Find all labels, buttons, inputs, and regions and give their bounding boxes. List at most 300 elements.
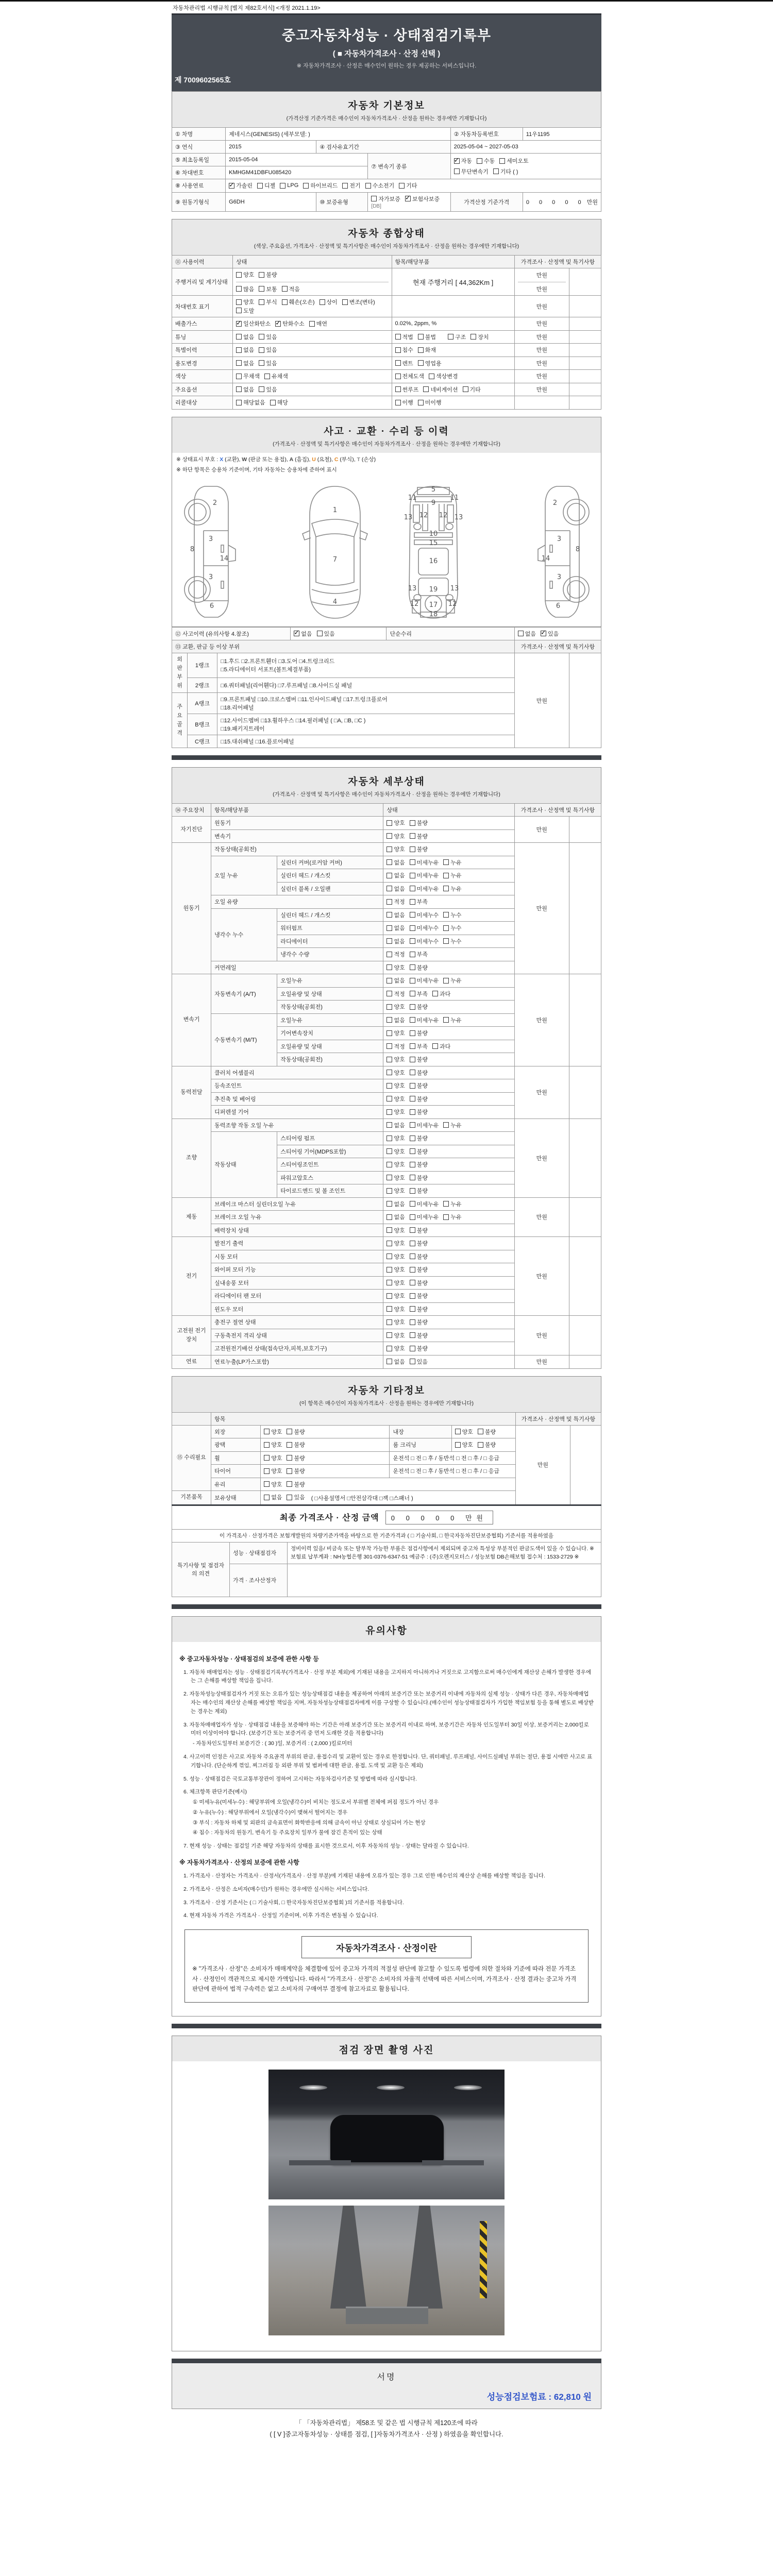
checkbox-option[interactable] [410, 1121, 439, 1129]
checkbox-option[interactable] [257, 181, 275, 190]
unchecked-box-icon[interactable] [410, 1267, 415, 1273]
checked-box-icon[interactable] [229, 183, 234, 189]
unchecked-box-icon[interactable] [386, 964, 392, 970]
checkbox-option[interactable] [454, 157, 472, 165]
checkbox-option[interactable] [410, 1147, 428, 1156]
unchecked-box-icon[interactable] [264, 374, 270, 379]
checkbox-option[interactable] [236, 333, 254, 341]
checkbox-option[interactable] [386, 1187, 405, 1195]
unchecked-box-icon[interactable] [386, 1030, 392, 1036]
checkbox-option[interactable] [287, 1467, 305, 1475]
checkbox-option[interactable] [478, 1428, 496, 1436]
unchecked-box-icon[interactable] [236, 299, 242, 305]
checkbox-option[interactable] [386, 1029, 405, 1037]
unchecked-box-icon[interactable] [287, 1481, 292, 1487]
unchecked-box-icon[interactable] [386, 846, 392, 852]
unchecked-box-icon[interactable] [410, 1122, 415, 1128]
checkbox-option[interactable] [264, 1467, 282, 1475]
unchecked-box-icon[interactable] [443, 1017, 449, 1023]
unchecked-box-icon[interactable] [410, 1214, 415, 1220]
unchecked-box-icon[interactable] [410, 1017, 415, 1023]
checkbox-option[interactable] [236, 385, 254, 394]
checkbox-option[interactable] [410, 1358, 428, 1366]
unchecked-box-icon[interactable] [423, 386, 429, 392]
unchecked-box-icon[interactable] [259, 299, 264, 305]
checkbox-option[interactable] [386, 1042, 405, 1050]
unchecked-box-icon[interactable] [386, 1332, 392, 1338]
unchecked-box-icon[interactable] [410, 1280, 415, 1285]
unchecked-box-icon[interactable] [410, 978, 415, 984]
checkbox-option[interactable] [395, 398, 413, 406]
unchecked-box-icon[interactable] [470, 334, 476, 340]
checkbox-option[interactable] [399, 181, 417, 190]
unchecked-box-icon[interactable] [259, 360, 264, 366]
checkbox-option[interactable] [443, 858, 461, 867]
unchecked-box-icon[interactable] [287, 1442, 292, 1448]
checkbox-option[interactable] [287, 1480, 305, 1488]
unchecked-box-icon[interactable] [386, 859, 392, 865]
unchecked-box-icon[interactable] [443, 912, 449, 918]
checkbox-option[interactable] [236, 270, 254, 279]
unchecked-box-icon[interactable] [259, 334, 264, 340]
unchecked-box-icon[interactable] [395, 334, 401, 340]
unchecked-box-icon[interactable] [418, 400, 424, 405]
unchecked-box-icon[interactable] [410, 1030, 415, 1036]
checkbox-option[interactable] [264, 1440, 282, 1449]
checkbox-option[interactable] [386, 1226, 405, 1234]
unchecked-box-icon[interactable] [410, 820, 415, 826]
checkbox-option[interactable] [386, 1095, 405, 1103]
unchecked-box-icon[interactable] [282, 286, 288, 292]
checkbox-option[interactable] [386, 1174, 405, 1182]
checkbox-option[interactable] [410, 1160, 428, 1168]
checkbox-option[interactable] [443, 1016, 461, 1024]
checkbox-option[interactable] [236, 372, 260, 380]
unchecked-box-icon[interactable] [410, 991, 415, 996]
checkbox-option[interactable] [478, 1440, 496, 1449]
unchecked-box-icon[interactable] [410, 1201, 415, 1207]
checkbox-option[interactable] [410, 845, 428, 853]
checkbox-option[interactable] [410, 1200, 439, 1208]
unchecked-box-icon[interactable] [287, 1455, 292, 1461]
checkbox-option[interactable] [410, 1213, 439, 1221]
checked-box-icon[interactable] [294, 631, 299, 636]
checkbox-option[interactable] [410, 937, 439, 945]
checked-box-icon[interactable] [236, 321, 242, 327]
checked-box-icon[interactable] [541, 631, 546, 636]
checkbox-option[interactable] [386, 832, 405, 840]
checkbox-option[interactable] [236, 346, 254, 354]
checkbox-option[interactable] [395, 359, 413, 367]
checkbox-option[interactable] [395, 385, 419, 394]
checkbox-option[interactable] [259, 346, 277, 354]
unchecked-box-icon[interactable] [264, 1481, 270, 1487]
checkbox-option[interactable] [236, 359, 254, 367]
checkbox-option[interactable] [410, 1279, 428, 1287]
checkbox-option[interactable] [410, 858, 439, 867]
unchecked-box-icon[interactable] [386, 899, 392, 905]
unchecked-box-icon[interactable] [410, 1319, 415, 1325]
checkbox-option[interactable] [443, 911, 461, 919]
checkbox-option[interactable] [410, 1042, 428, 1050]
checkbox-option[interactable] [455, 1440, 473, 1449]
checkbox-option[interactable] [386, 1292, 405, 1300]
checkbox-option[interactable] [410, 1331, 428, 1340]
unchecked-box-icon[interactable] [236, 347, 242, 353]
unchecked-box-icon[interactable] [386, 886, 392, 891]
checkbox-option[interactable] [410, 1095, 428, 1103]
unchecked-box-icon[interactable] [386, 1148, 392, 1154]
checkbox-option[interactable] [287, 1428, 305, 1436]
unchecked-box-icon[interactable] [371, 196, 377, 201]
unchecked-box-icon[interactable] [410, 952, 415, 957]
checkbox-option[interactable] [259, 333, 277, 341]
checkbox-option[interactable] [386, 1344, 405, 1352]
unchecked-box-icon[interactable] [478, 1442, 483, 1448]
unchecked-box-icon[interactable] [410, 1227, 415, 1233]
unchecked-box-icon[interactable] [303, 183, 309, 189]
checkbox-option[interactable] [410, 1029, 428, 1037]
unchecked-box-icon[interactable] [418, 360, 424, 366]
unchecked-box-icon[interactable] [259, 386, 264, 392]
checkbox-option[interactable] [432, 1042, 450, 1050]
unchecked-box-icon[interactable] [410, 1188, 415, 1194]
unchecked-box-icon[interactable] [395, 386, 401, 392]
unchecked-box-icon[interactable] [443, 925, 449, 931]
checkbox-option[interactable] [386, 858, 405, 867]
unchecked-box-icon[interactable] [410, 886, 415, 891]
checkbox-option[interactable] [518, 630, 536, 638]
unchecked-box-icon[interactable] [432, 991, 438, 996]
checkbox-option[interactable] [477, 157, 495, 165]
checkbox-option[interactable] [443, 1213, 461, 1221]
unchecked-box-icon[interactable] [236, 308, 242, 313]
checkbox-option[interactable] [386, 885, 405, 893]
checkbox-option[interactable] [236, 307, 254, 315]
checkbox-option[interactable] [386, 845, 405, 853]
checkbox-option[interactable] [410, 1174, 428, 1182]
unchecked-box-icon[interactable] [463, 386, 468, 392]
checkbox-option[interactable] [386, 1055, 405, 1063]
unchecked-box-icon[interactable] [236, 286, 242, 292]
checkbox-option[interactable] [264, 1493, 282, 1501]
unchecked-box-icon[interactable] [386, 1057, 392, 1062]
unchecked-box-icon[interactable] [386, 1162, 392, 1167]
checkbox-option[interactable] [410, 1252, 428, 1261]
checkbox-option[interactable] [432, 990, 450, 998]
checkbox-option[interactable] [410, 990, 428, 998]
unchecked-box-icon[interactable] [264, 1468, 270, 1474]
checkbox-option[interactable] [386, 1160, 405, 1168]
checkbox-option[interactable] [264, 1428, 282, 1436]
checkbox-option[interactable] [410, 1069, 428, 1077]
unchecked-box-icon[interactable] [386, 1175, 392, 1180]
unchecked-box-icon[interactable] [317, 631, 323, 636]
checkbox-option[interactable] [287, 1454, 305, 1462]
unchecked-box-icon[interactable] [257, 183, 263, 189]
unchecked-box-icon[interactable] [365, 183, 371, 189]
checkbox-option[interactable] [410, 976, 439, 985]
checked-box-icon[interactable] [454, 158, 460, 164]
unchecked-box-icon[interactable] [477, 158, 482, 164]
checkbox-option[interactable] [386, 1016, 405, 1024]
checkbox-option[interactable] [395, 372, 425, 380]
unchecked-box-icon[interactable] [410, 1359, 415, 1364]
unchecked-box-icon[interactable] [320, 299, 325, 305]
unchecked-box-icon[interactable] [236, 334, 242, 340]
checkbox-option[interactable] [317, 630, 335, 638]
checkbox-option[interactable] [386, 871, 405, 879]
checkbox-option[interactable] [259, 359, 277, 367]
checkbox-option[interactable] [275, 319, 305, 328]
unchecked-box-icon[interactable] [399, 183, 405, 189]
checkbox-option[interactable] [454, 167, 489, 176]
checkbox-option[interactable] [309, 319, 327, 328]
unchecked-box-icon[interactable] [395, 400, 401, 405]
unchecked-box-icon[interactable] [410, 912, 415, 918]
unchecked-box-icon[interactable] [386, 1253, 392, 1259]
unchecked-box-icon[interactable] [410, 1293, 415, 1299]
unchecked-box-icon[interactable] [518, 631, 524, 636]
unchecked-box-icon[interactable] [410, 1346, 415, 1351]
unchecked-box-icon[interactable] [395, 374, 401, 379]
unchecked-box-icon[interactable] [386, 1017, 392, 1023]
unchecked-box-icon[interactable] [270, 400, 276, 405]
checkbox-option[interactable] [386, 976, 405, 985]
unchecked-box-icon[interactable] [386, 1070, 392, 1075]
unchecked-box-icon[interactable] [395, 347, 401, 353]
unchecked-box-icon[interactable] [410, 833, 415, 839]
unchecked-box-icon[interactable] [410, 1070, 415, 1075]
checkbox-option[interactable] [287, 1493, 305, 1501]
checkbox-option[interactable] [410, 832, 428, 840]
unchecked-box-icon[interactable] [287, 1495, 292, 1500]
checkbox-option[interactable] [386, 1305, 405, 1313]
checkbox-option[interactable] [386, 1358, 405, 1366]
checkbox-option[interactable] [410, 1003, 428, 1011]
checkbox-option[interactable] [443, 976, 461, 985]
unchecked-box-icon[interactable] [282, 299, 288, 305]
unchecked-box-icon[interactable] [410, 1306, 415, 1312]
unchecked-box-icon[interactable] [410, 1332, 415, 1338]
checkbox-option[interactable] [386, 1003, 405, 1011]
checkbox-option[interactable] [386, 1265, 405, 1274]
unchecked-box-icon[interactable] [410, 1004, 415, 1010]
unchecked-box-icon[interactable] [386, 938, 392, 944]
checkbox-option[interactable] [282, 285, 300, 293]
checkbox-option[interactable] [303, 181, 338, 190]
checkbox-option[interactable] [371, 195, 400, 203]
unchecked-box-icon[interactable] [386, 1136, 392, 1141]
unchecked-box-icon[interactable] [478, 1429, 483, 1434]
checked-box-icon[interactable] [275, 321, 281, 327]
checkbox-option[interactable] [386, 963, 405, 972]
checkbox-option[interactable] [270, 398, 288, 406]
unchecked-box-icon[interactable] [454, 168, 460, 174]
checkbox-option[interactable] [470, 333, 489, 341]
unchecked-box-icon[interactable] [418, 334, 424, 340]
unchecked-box-icon[interactable] [386, 1241, 392, 1246]
checkbox-option[interactable] [418, 333, 436, 341]
unchecked-box-icon[interactable] [410, 1136, 415, 1141]
unchecked-box-icon[interactable] [443, 1122, 449, 1128]
checkbox-option[interactable] [410, 924, 439, 932]
checkbox-option[interactable] [342, 298, 375, 306]
checkbox-option[interactable] [410, 1318, 428, 1326]
checkbox-option[interactable] [418, 346, 436, 354]
unchecked-box-icon[interactable] [386, 1306, 392, 1312]
unchecked-box-icon[interactable] [443, 978, 449, 984]
unchecked-box-icon[interactable] [386, 925, 392, 931]
checkbox-option[interactable] [499, 157, 529, 165]
unchecked-box-icon[interactable] [443, 886, 449, 891]
checkbox-option[interactable] [410, 1081, 428, 1090]
checkbox-option[interactable] [386, 950, 405, 958]
checkbox-option[interactable] [365, 181, 395, 190]
unchecked-box-icon[interactable] [386, 1267, 392, 1273]
unchecked-box-icon[interactable] [443, 873, 449, 878]
checkbox-option[interactable] [443, 924, 461, 932]
checkbox-option[interactable] [386, 1108, 405, 1116]
checkbox-option[interactable] [264, 1454, 282, 1462]
checkbox-option[interactable] [443, 885, 461, 893]
checkbox-option[interactable] [342, 181, 360, 190]
checkbox-option[interactable] [386, 1200, 405, 1208]
checkbox-option[interactable] [443, 937, 461, 945]
checkbox-option[interactable] [410, 885, 439, 893]
unchecked-box-icon[interactable] [280, 183, 285, 189]
unchecked-box-icon[interactable] [386, 1346, 392, 1351]
unchecked-box-icon[interactable] [386, 1201, 392, 1207]
unchecked-box-icon[interactable] [259, 272, 264, 278]
unchecked-box-icon[interactable] [309, 321, 315, 327]
checkbox-option[interactable] [259, 285, 277, 293]
unchecked-box-icon[interactable] [410, 846, 415, 852]
checkbox-option[interactable] [386, 1081, 405, 1090]
checkbox-option[interactable] [410, 911, 439, 919]
checkbox-option[interactable] [287, 1440, 305, 1449]
unchecked-box-icon[interactable] [418, 347, 424, 353]
checkbox-option[interactable] [386, 1069, 405, 1077]
unchecked-box-icon[interactable] [410, 899, 415, 905]
unchecked-box-icon[interactable] [410, 925, 415, 931]
unchecked-box-icon[interactable] [448, 334, 453, 340]
checkbox-option[interactable] [410, 1305, 428, 1313]
checkbox-option[interactable] [386, 1279, 405, 1287]
checkbox-option[interactable] [410, 1239, 428, 1247]
checkbox-option[interactable] [264, 372, 288, 380]
unchecked-box-icon[interactable] [455, 1429, 461, 1434]
checkbox-option[interactable] [386, 1147, 405, 1156]
checkbox-option[interactable] [418, 359, 442, 367]
unchecked-box-icon[interactable] [429, 374, 434, 379]
unchecked-box-icon[interactable] [259, 347, 264, 353]
unchecked-box-icon[interactable] [410, 1083, 415, 1089]
checkbox-option[interactable] [236, 285, 254, 293]
checkbox-option[interactable] [386, 1252, 405, 1261]
unchecked-box-icon[interactable] [342, 299, 348, 305]
checkbox-option[interactable] [259, 298, 277, 306]
unchecked-box-icon[interactable] [386, 991, 392, 996]
unchecked-box-icon[interactable] [386, 1227, 392, 1233]
checkbox-option[interactable] [386, 897, 405, 906]
unchecked-box-icon[interactable] [386, 1319, 392, 1325]
unchecked-box-icon[interactable] [264, 1442, 270, 1448]
unchecked-box-icon[interactable] [455, 1442, 461, 1448]
checkbox-option[interactable] [541, 630, 559, 638]
checkbox-option[interactable] [386, 1121, 405, 1129]
checkbox-option[interactable] [320, 298, 338, 306]
unchecked-box-icon[interactable] [386, 1043, 392, 1049]
checkbox-option[interactable] [229, 181, 253, 190]
unchecked-box-icon[interactable] [386, 952, 392, 957]
checkbox-option[interactable] [463, 385, 481, 394]
checkbox-option[interactable] [410, 1016, 439, 1024]
checkbox-option[interactable] [410, 1187, 428, 1195]
checkbox-option[interactable] [410, 950, 428, 958]
unchecked-box-icon[interactable] [443, 1201, 449, 1207]
checkbox-option[interactable] [410, 1226, 428, 1234]
checkbox-option[interactable] [386, 1318, 405, 1326]
unchecked-box-icon[interactable] [264, 1429, 270, 1434]
unchecked-box-icon[interactable] [432, 1043, 438, 1049]
checkbox-option[interactable] [236, 298, 254, 306]
checkbox-option[interactable] [386, 937, 405, 945]
checkbox-option[interactable] [410, 1108, 428, 1116]
unchecked-box-icon[interactable] [410, 873, 415, 878]
checkbox-option[interactable] [410, 1265, 428, 1274]
checkbox-option[interactable] [410, 1055, 428, 1063]
unchecked-box-icon[interactable] [443, 1214, 449, 1220]
checkbox-option[interactable] [443, 871, 461, 879]
unchecked-box-icon[interactable] [386, 912, 392, 918]
checkbox-option[interactable] [264, 1480, 282, 1488]
unchecked-box-icon[interactable] [386, 978, 392, 984]
checkbox-option[interactable] [410, 871, 439, 879]
unchecked-box-icon[interactable] [342, 183, 348, 189]
unchecked-box-icon[interactable] [386, 1122, 392, 1128]
unchecked-box-icon[interactable] [236, 272, 242, 278]
checkbox-option[interactable] [410, 963, 428, 972]
checkbox-option[interactable] [386, 924, 405, 932]
unchecked-box-icon[interactable] [410, 1057, 415, 1062]
checkbox-option[interactable] [282, 298, 315, 306]
unchecked-box-icon[interactable] [259, 286, 264, 292]
unchecked-box-icon[interactable] [499, 158, 505, 164]
checkbox-option[interactable] [443, 1121, 461, 1129]
checkbox-option[interactable] [429, 372, 458, 380]
checkbox-option[interactable] [259, 385, 277, 394]
unchecked-box-icon[interactable] [386, 1359, 392, 1364]
unchecked-box-icon[interactable] [386, 1214, 392, 1220]
unchecked-box-icon[interactable] [410, 1241, 415, 1246]
checkbox-option[interactable] [236, 319, 271, 328]
checkbox-option[interactable] [386, 1239, 405, 1247]
checkbox-option[interactable] [395, 346, 413, 354]
checkbox-option[interactable] [443, 1200, 461, 1208]
unchecked-box-icon[interactable] [264, 1495, 270, 1500]
unchecked-box-icon[interactable] [386, 1083, 392, 1089]
checkbox-option[interactable] [395, 333, 413, 341]
checkbox-option[interactable] [386, 990, 405, 998]
unchecked-box-icon[interactable] [410, 1253, 415, 1259]
checkbox-option[interactable] [493, 167, 518, 176]
unchecked-box-icon[interactable] [410, 1109, 415, 1115]
checkbox-option[interactable] [386, 1134, 405, 1142]
unchecked-box-icon[interactable] [493, 168, 499, 174]
checkbox-option[interactable] [455, 1428, 473, 1436]
checkbox-option[interactable] [294, 630, 312, 638]
